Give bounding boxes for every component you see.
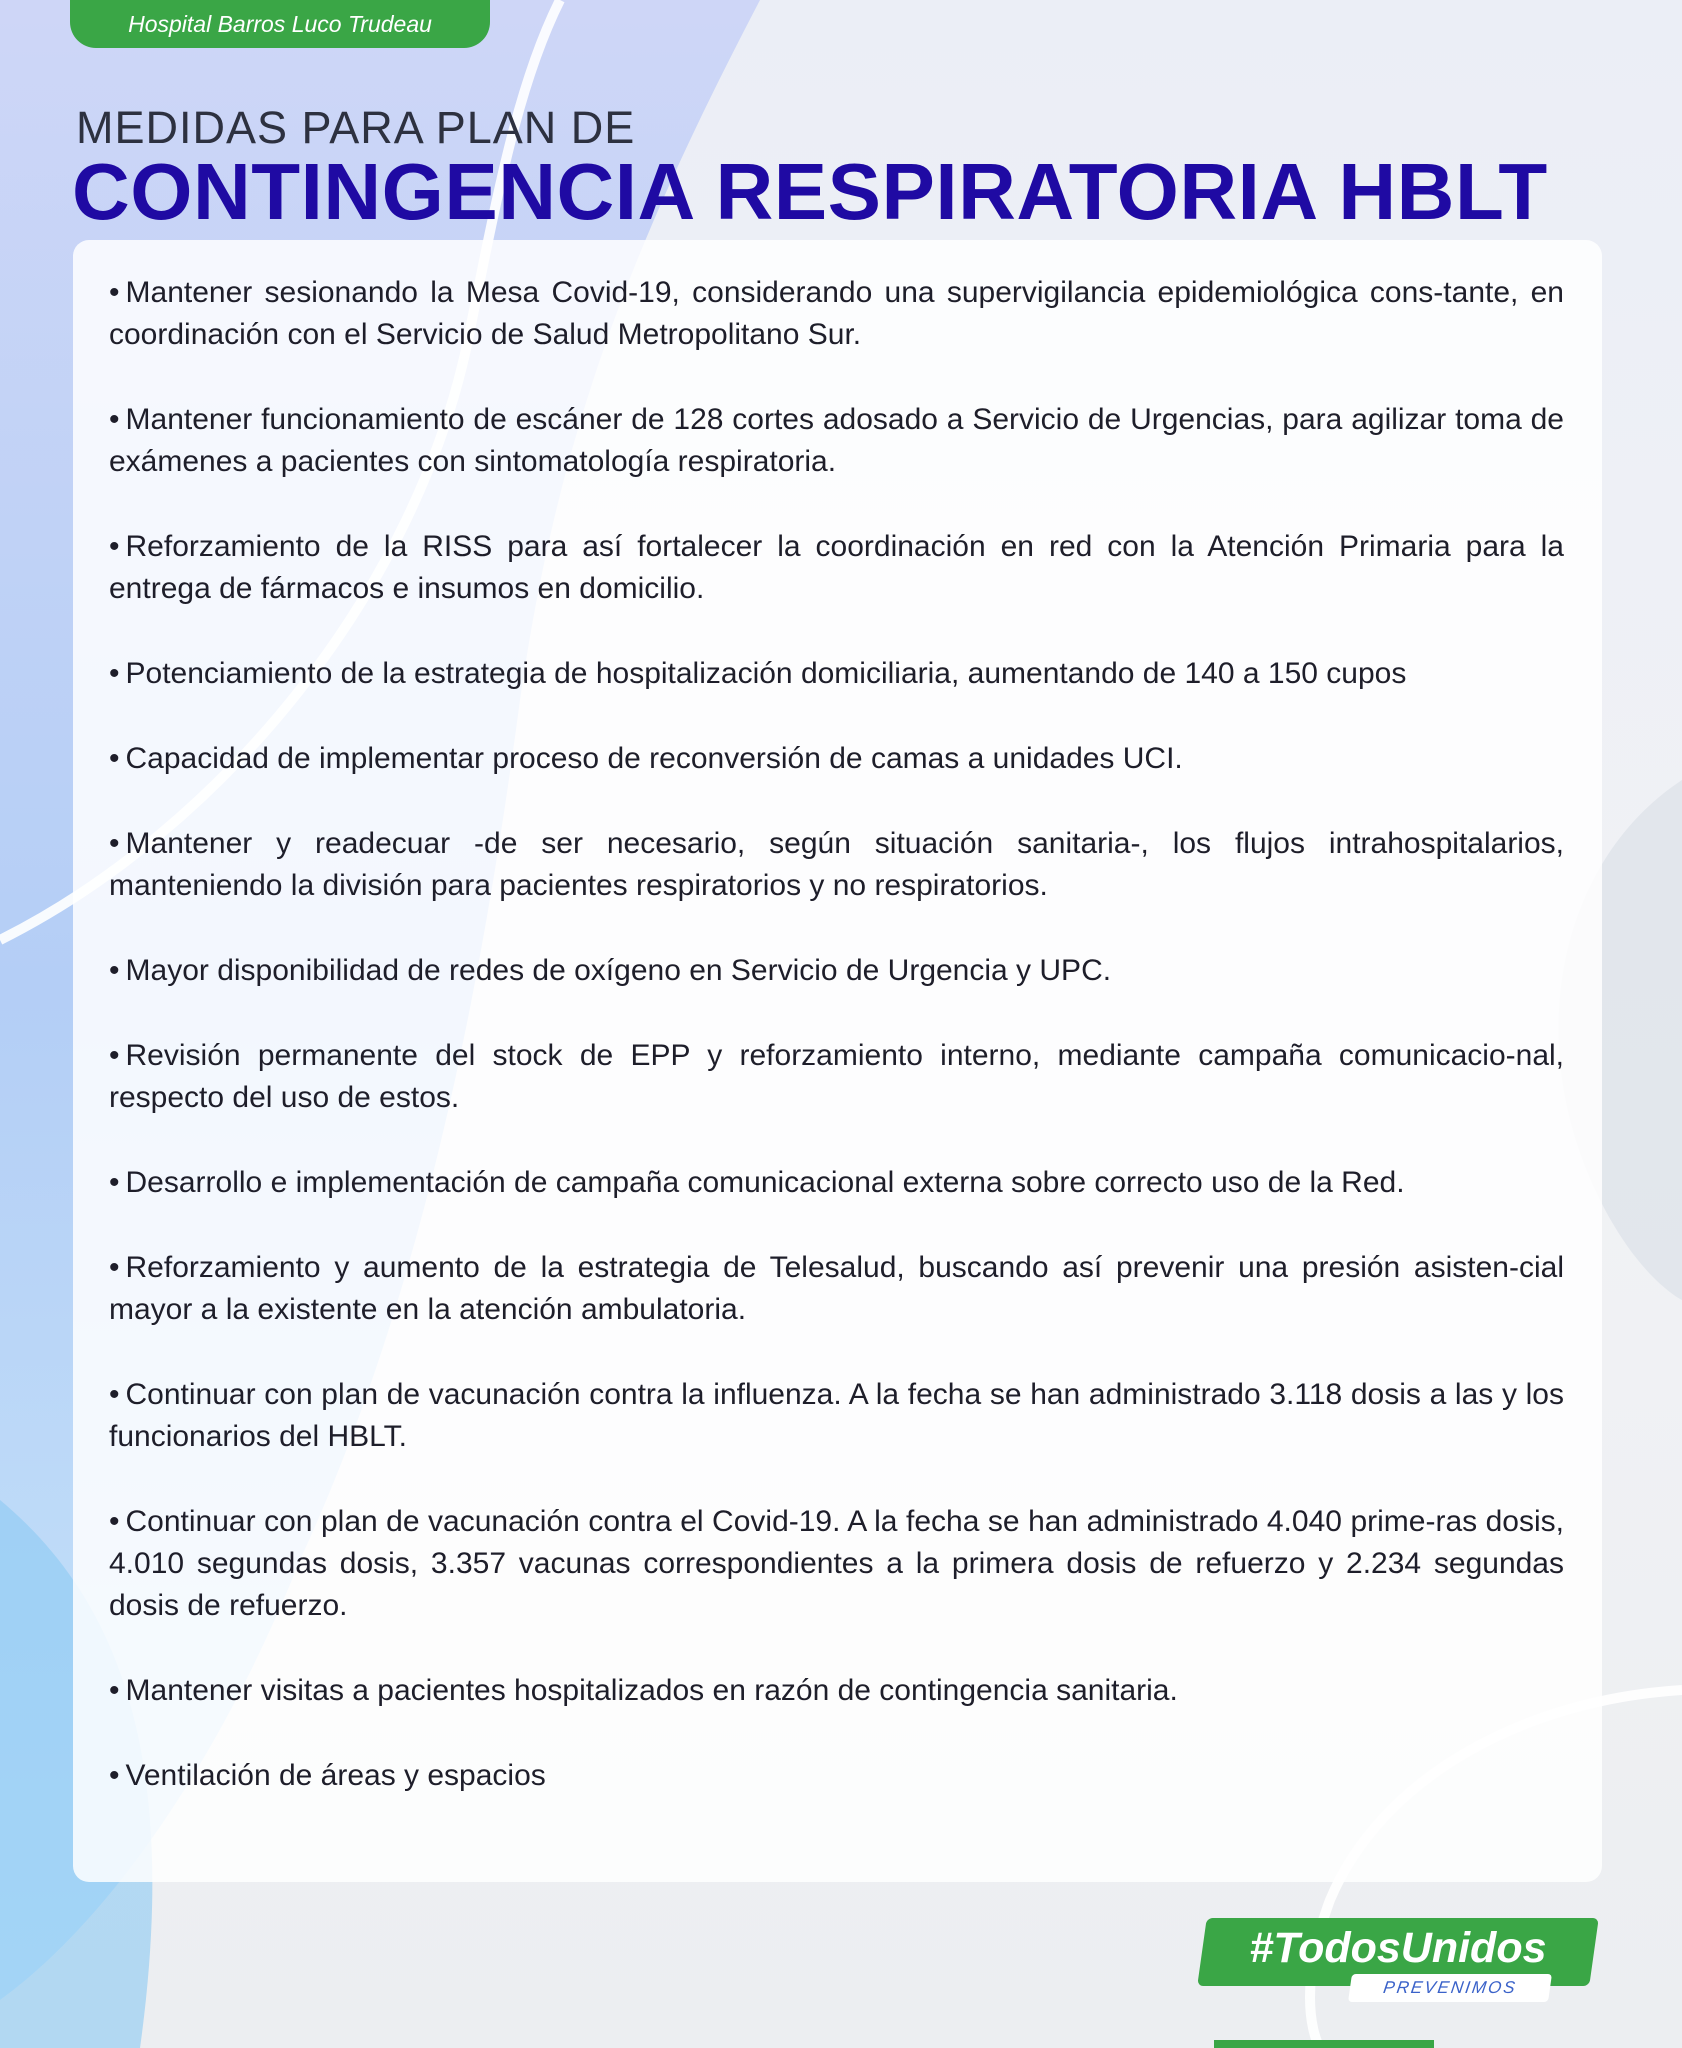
measure-text: Capacidad de implementar proceso de reconversión de camas a unidades UCI. xyxy=(125,742,1183,775)
measure-text: Mantener funcionamiento de escáner de 128 cortes adosado a Servicio de Urgencias, para agilizar toma de exámenes a pacientes con sintomatología respiratoria. xyxy=(109,403,1564,478)
bullet: • xyxy=(109,1378,120,1411)
tagline-label: PREVENIMOS xyxy=(1348,1974,1552,2002)
measure-text: Ventilación de áreas y espacios xyxy=(125,1759,546,1792)
list-item xyxy=(109,1035,1564,1119)
measures-list xyxy=(109,272,1564,1840)
bullet: • xyxy=(109,403,120,436)
measure-text: Desarrollo e implementación de campaña comunicacional externa sobre correcto uso de la Red. xyxy=(125,1166,1405,1199)
title-line-1: MEDIDAS PARA PLAN DE xyxy=(76,102,636,153)
measure-text: Revisión permanente del stock de EPP y reforzamiento interno, mediante campaña comunicacio-nal, respecto del uso de estos. xyxy=(109,1039,1564,1114)
hashtag-badge xyxy=(1202,1918,1594,1998)
measure-text: Reforzamiento de la RISS para así fortalecer la coordinación en red con la Atención Primaria para la entrega de fármacos e insumos en domicilio. xyxy=(109,530,1564,605)
list-item xyxy=(109,738,1564,780)
list-item xyxy=(109,1670,1564,1712)
list-item xyxy=(109,399,1564,483)
hashtag-text: #TodosUnidos xyxy=(1249,1924,1547,1972)
measure-text: Potenciamiento de la estrategia de hospitalización domiciliaria, aumentando de 140 a 150 cupos xyxy=(125,657,1407,690)
organization-tab: Hospital Barros Luco Trudeau xyxy=(70,0,490,48)
bullet: • xyxy=(109,1674,120,1707)
bullet: • xyxy=(109,1505,120,1538)
list-item xyxy=(109,823,1564,907)
list-item xyxy=(109,950,1564,992)
bullet: • xyxy=(109,954,120,987)
list-item xyxy=(109,1501,1564,1627)
list-item xyxy=(109,1162,1564,1204)
list-item xyxy=(109,1247,1564,1331)
bullet: • xyxy=(109,276,120,309)
bullet: • xyxy=(109,1759,120,1792)
bullet: • xyxy=(109,1166,120,1199)
bullet: • xyxy=(109,827,120,860)
measure-text: Reforzamiento y aumento de la estrategia de Telesalud, buscando así prevenir una presión asisten-cial mayor a la existente en la atención ambulatoria. xyxy=(109,1251,1564,1326)
bullet: • xyxy=(109,1039,120,1072)
list-item xyxy=(109,653,1564,695)
list-item xyxy=(109,1374,1564,1458)
measure-text: Continuar con plan de vacunación contra la influenza. A la fecha se han administrado 3.118 dosis a las y los funcionarios del HBLT. xyxy=(109,1378,1564,1453)
list-item xyxy=(109,1755,1564,1797)
measure-text: Mantener visitas a pacientes hospitalizados en razón de contingencia sanitaria. xyxy=(125,1674,1178,1707)
bullet: • xyxy=(109,742,120,775)
measure-text: Continuar con plan de vacunación contra el Covid-19. A la fecha se han administrado 4.040 prime-ras dosis, 4.010 segundas dosis, 3.357 vacunas correspondientes a la primera dosis de refuerzo y 2.234 segundas dosis de refuerzo. xyxy=(109,1505,1564,1622)
bullet: • xyxy=(109,657,120,690)
list-item xyxy=(109,526,1564,610)
measure-text: Mantener y readecuar -de ser necesario, según situación sanitaria-, los flujos intrahospitalarios, manteniendo la división para pacientes respiratorios y no respiratorios. xyxy=(109,827,1564,902)
list-item xyxy=(109,272,1564,356)
page-title: CONTINGENCIA RESPIRATORIA HBLT xyxy=(72,147,1548,236)
measure-text: Mayor disponibilidad de redes de oxígeno en Servicio de Urgencia y UPC. xyxy=(125,954,1112,987)
measures-card xyxy=(73,240,1602,1882)
bullet: • xyxy=(109,530,120,563)
measure-text: Mantener sesionando la Mesa Covid-19, considerando una supervigilancia epidemiológica cons-tante, en coordinación con el Servicio de Salud Metropolitano Sur. xyxy=(109,276,1564,351)
bullet: • xyxy=(109,1251,120,1284)
green-strip xyxy=(1214,2040,1434,2048)
